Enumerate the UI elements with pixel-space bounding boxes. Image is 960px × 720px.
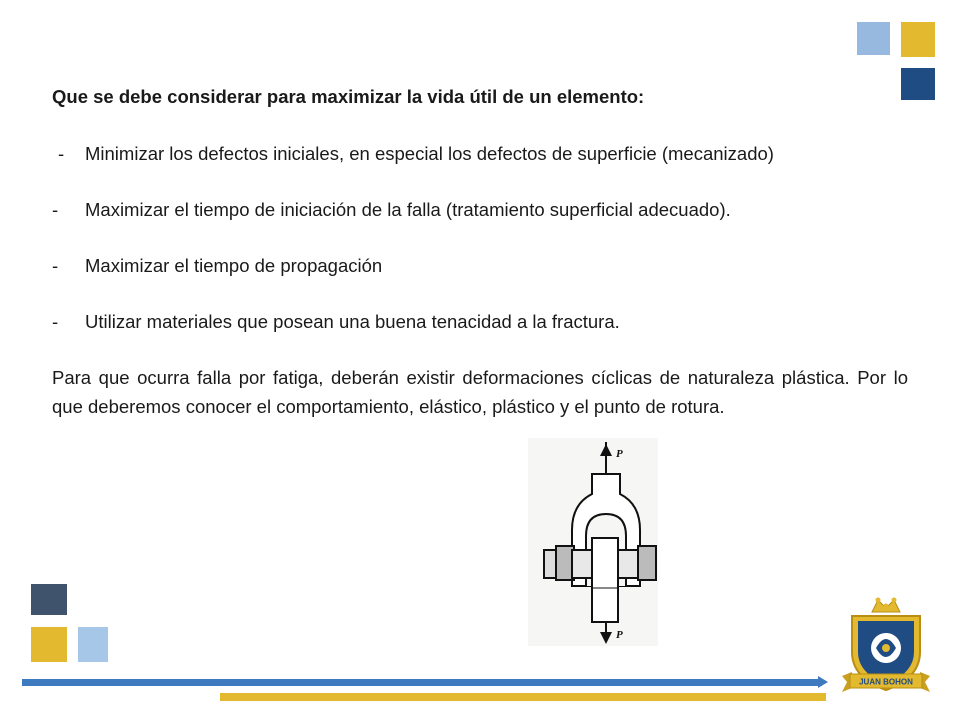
bullet-text: Utilizar materiales que posean una buena tenacidad a la fractura. (85, 311, 620, 332)
force-label-bottom: P (616, 629, 623, 641)
bullet-item (52, 195, 908, 224)
force-label-top: P (616, 448, 623, 460)
decor-square-light-blue-top (857, 22, 890, 55)
slide-heading: Que se debe considerar para maximizar la vida útil de un elemento: (52, 86, 645, 107)
bullet-dash: - (58, 143, 65, 164)
accent-bar-gold (220, 693, 826, 701)
bullet-item (52, 139, 908, 168)
bullet-dash: - (52, 255, 59, 276)
bullet-text: Maximizar el tiempo de propagación (85, 255, 383, 276)
body-paragraph: Para que ocurra falla por fatiga, deberán existir deformaciones cíclicas de naturaleza plástica. Por lo que deberemos conocer el comportamiento, elástico, plástico y el punto de rotura. (52, 367, 908, 417)
clevis-pin-diagram (528, 438, 658, 646)
decor-square-gold-top (901, 22, 935, 57)
bullet-item (52, 251, 908, 280)
bullet-dash: - (52, 199, 59, 220)
bullet-text: Maximizar el tiempo de iniciación de la falla (tratamiento superficial adecuado). (85, 199, 731, 220)
decor-square-slate-bottom (31, 584, 67, 615)
logo-text: JUAN BOHON (859, 677, 913, 687)
school-crest-logo (838, 594, 934, 702)
bullet-text: Minimizar los defectos iniciales, en especial los defectos de superficie (mecanizado) (85, 143, 774, 164)
decor-square-gold-bottom (31, 627, 67, 662)
bullet-item (52, 307, 908, 336)
accent-bar-blue (22, 679, 822, 686)
bullet-dash: - (52, 311, 59, 332)
accent-bar-blue-tip (818, 676, 828, 688)
slide-content (52, 82, 908, 440)
decor-square-light-blue-bottom (78, 627, 108, 662)
